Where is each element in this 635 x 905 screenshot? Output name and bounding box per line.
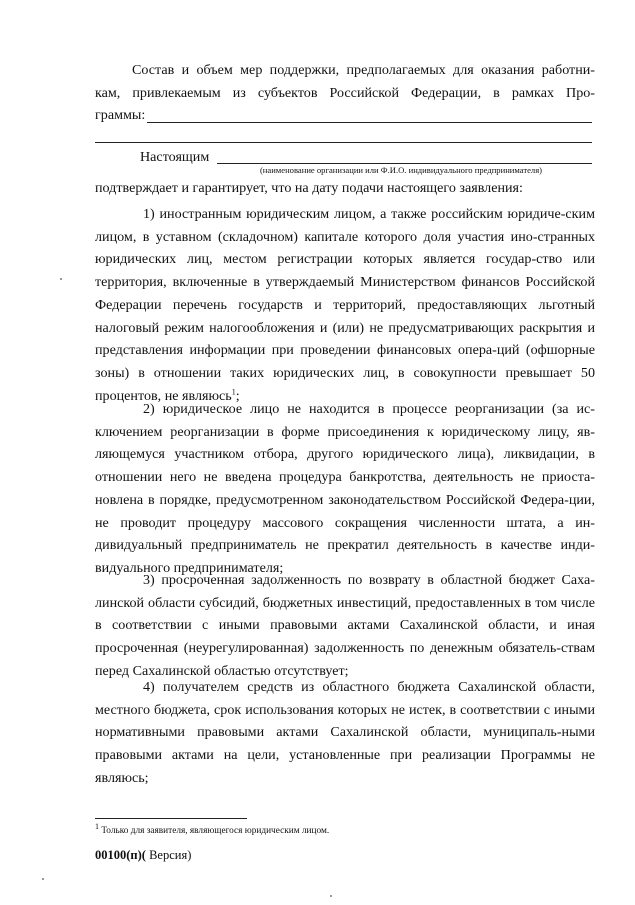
header-line-3: граммы: [95,107,146,123]
declarant-label: Настоящим [140,149,210,165]
programme-measures-field-2[interactable] [95,142,592,143]
declarant-hint: (наименование организации или Ф.И.О. индивидуального предпринимателя) [259,165,543,175]
item-1 [95,203,595,407]
scan-speck [60,278,62,280]
declarant-name-field[interactable] [217,163,592,164]
footnote-divider [95,818,247,819]
scan-speck [42,878,44,880]
footnote-mark: 1 [95,821,99,831]
header-line-2: кам, привлекаемым из субъектов Российской Федерации, в рамках Про- [95,85,595,101]
programme-measures-field[interactable] [147,122,592,123]
item-4: 4) получателем средств из областного бюджета Сахалинской области, местного бюджета, срок использования которых не истек, в соответствии с иными нормативными правовыми актами Сахалинской области, муниципаль-ными правовыми актами на цели, установленные при реализации Программы не являюсь; [95,679,595,786]
item-2: 2) юридическое лицо не находится в процессе реорганизации (за ис-ключением реорганизации в форме присоединения к юридическому лицу, яв-ляющемуся участником отбора, другого юридического лица), ликвидации, в отношении него не введена процедура банкротства, деятельность не приоста-новлена в порядке, предусмотренном законодательством Российской Федера-ции, не проводит процедуру массового сокращения численности штата, а ин-дивидуальный предприниматель не прекратил деятельность в качестве инди-видуального предпринимателя; [95,401,595,576]
footnote-ref: 1 [231,386,236,396]
item-3: 3) просроченная задолженность по возврату в областной бюджет Саха-линской области субсидий, бюджетных инвестиций, предоставленных в том числе в соответствии с иными правовыми актами Сахалинской области, и иная просроченная (неурегулированная) задолженность по денежным обязатель-ствам перед Сахалинской областью отсутствует; [95,572,595,679]
item-1-text: 1) иностранным юридическим лицом, а также российским юридиче-ским лицом, в уставном (складочном) капитале которого доля участия ино-странных юридических лиц, местом регистрации которых является государ-ство или территория, включенные в утверждаемый Министерством финансов Российской Федерации перечень государств и территорий, предоставляющих льготный налоговый режим налогообложения и (или) не предусматривающих раскрытия и представления информации при проведении финансовых опера-ций (офшорные зоны) в отношении таких юридических лиц, в совокупности превышает 50 процентов, не являюсь [95,206,595,404]
form-code [95,848,191,863]
form-code-number: 00100(п)( [95,848,146,862]
item-1-tail: ; [235,387,240,404]
header-line-1: Состав и объем мер поддержки, предполагаемых для оказания работни- [132,62,595,78]
form-version: Версия) [145,848,192,862]
declarant-continuation: подтверждает и гарантирует, что на дату подачи настоящего заявления: [95,180,523,196]
footnote-text: Только для заявителя, являющегося юридическим лицом. [99,826,330,836]
footnote [95,821,330,836]
scan-speck [330,895,332,897]
